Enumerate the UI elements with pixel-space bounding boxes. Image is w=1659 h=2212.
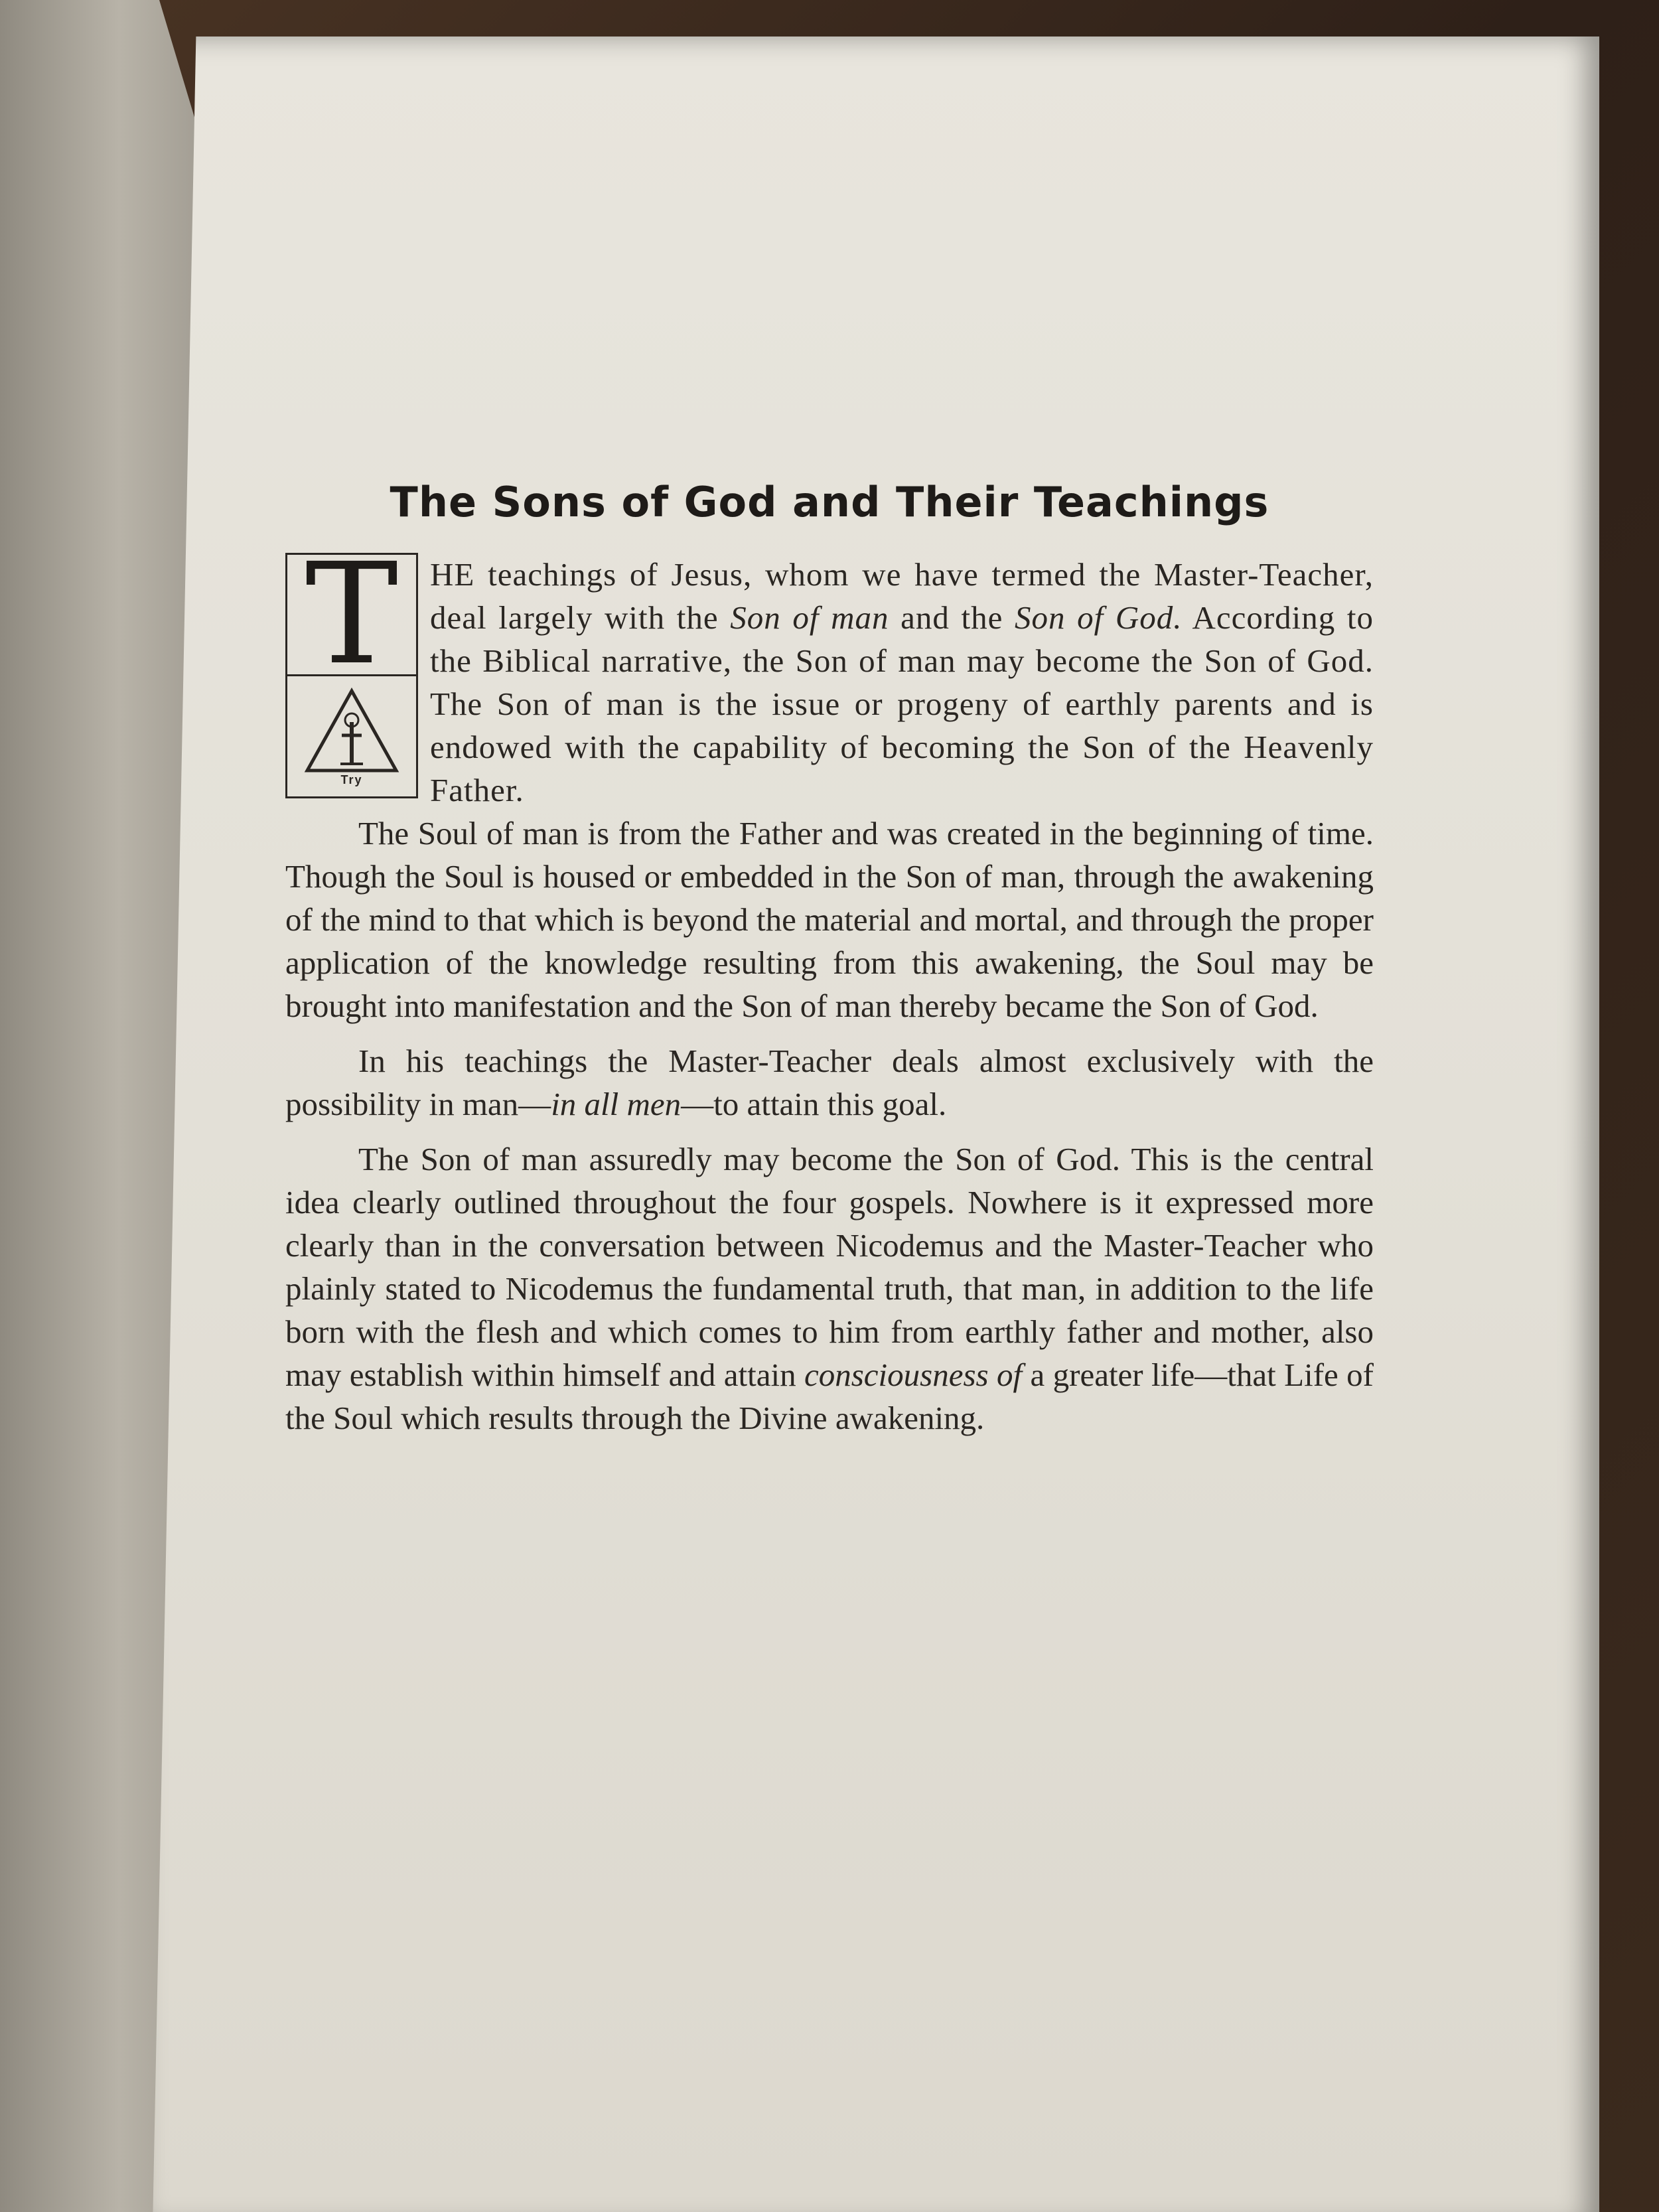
- triangle-cross-emblem-icon: [287, 676, 416, 796]
- text-run: The Soul of man is from the Father and was created in the beginning of time. Though the Soul is housed or embedded in the Son of man, through the awakening of the mind to that which is beyond the material and mortal, and through the proper application of the knowledge resulting from this awakening, the Soul may be brought into manifestation and the Son of man thereby became the Son of God.: [285, 815, 1374, 1024]
- italic-phrase: Son of God.: [1015, 599, 1183, 636]
- paragraph: [285, 1138, 1374, 1439]
- paragraph: [285, 812, 1374, 1027]
- page-content: [285, 478, 1374, 1439]
- text-run: The Son of man assuredly may become the Son of God. This is the central idea clearly outlined throughout the four gospels. Nowhere is it expressed more clearly than in the conversation between Nicodemus and the Master-Teacher who plainly stated to Nicodemus the fundamental truth, that man, in addition to the life born with the flesh and which comes to him from earthly father and mother, also may establish within himself and attain: [285, 1141, 1374, 1393]
- italic-phrase: consciousness of: [804, 1357, 1023, 1393]
- drop-cap-initial: [285, 533, 418, 798]
- first-paragraph-block: [285, 533, 1374, 812]
- italic-phrase: Son of man: [730, 599, 889, 636]
- paragraph: [285, 1039, 1374, 1126]
- text-run: In his teachings the Master-Teacher deals almost exclusively with the possibility in man—: [285, 1043, 1374, 1122]
- chapter-title: The Sons of God and Their Teachings: [390, 478, 1269, 526]
- text-run: a greater life—that Life of the Soul which results through the Divine awakening.: [285, 1357, 1374, 1436]
- italic-phrase: in all men: [551, 1086, 682, 1122]
- text-run: According to the Biblical narrative, the Son of man may become the Son of God. The Son of man is the issue or progeny of earthly parents and is endowed with the capability of becoming the Son of the Heavenly Father.: [430, 599, 1374, 808]
- emblem-word: Try: [340, 773, 363, 786]
- paragraph: [285, 553, 1374, 812]
- text-run: —to attain this goal.: [681, 1086, 947, 1122]
- text-run: and the: [889, 599, 1015, 636]
- drop-cap-letter: T: [287, 555, 416, 676]
- text-run: HE teachings of Jesus, whom we have termed the Master-Teacher, deal largely with the: [430, 556, 1374, 636]
